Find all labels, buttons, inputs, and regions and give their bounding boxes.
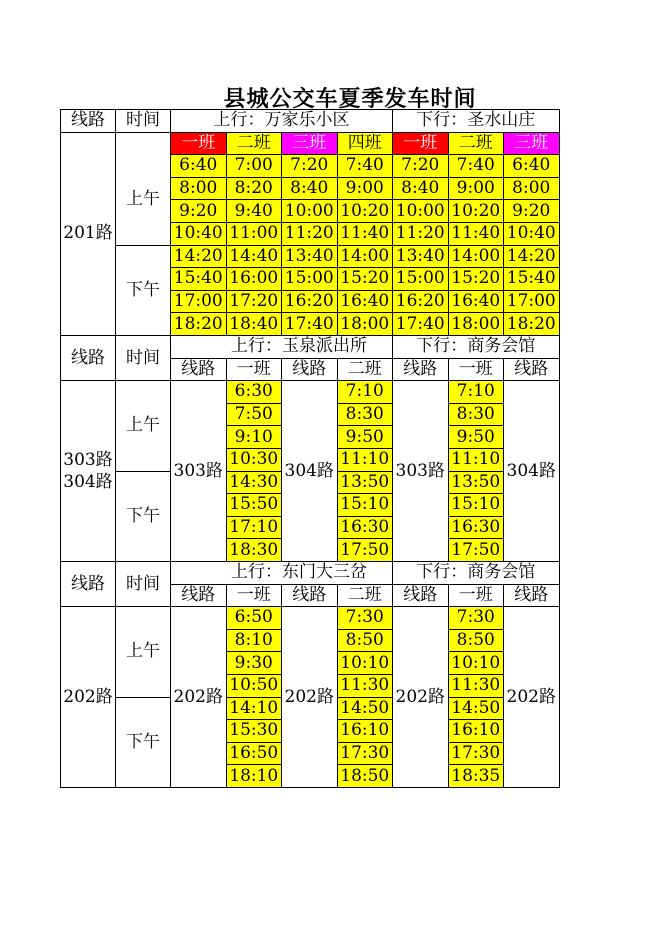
time-cell: 18:40 (226, 313, 282, 336)
am-label: 上午 (116, 381, 171, 471)
time-cell: 10:30 (226, 448, 282, 471)
time-cell: 18:50 (337, 765, 393, 788)
shift-header: 三班 (504, 132, 560, 155)
shift-header: 二班 (448, 132, 504, 155)
down-direction-label: 下行：商务会馆 (393, 562, 560, 585)
period-label-am (116, 132, 171, 155)
time-cell: 9:20 (504, 200, 560, 223)
time-cell: 6:40 (504, 155, 560, 178)
sub-header: 线路 (282, 358, 338, 381)
sub-header: 一班 (226, 584, 282, 607)
up-direction-label: 上行：东门大三岔 (171, 562, 393, 585)
route-name: 201路 (61, 132, 116, 335)
time-cell: 10:10 (448, 652, 504, 675)
time-cell: 13:40 (393, 245, 449, 268)
shift-header: 二班 (226, 132, 282, 155)
time-cell: 17:00 (171, 290, 227, 313)
time-cell: 15:00 (282, 268, 338, 291)
time-cell: 15:10 (448, 494, 504, 517)
route-cell: 304路 (504, 381, 560, 562)
time-cell: 17:40 (393, 313, 449, 336)
time-cell: 14:20 (504, 245, 560, 268)
time-cell: 8:30 (448, 403, 504, 426)
route-name-line1: 303路 (63, 450, 113, 471)
time-cell: 9:10 (226, 426, 282, 449)
time-cell: 8:00 (171, 177, 227, 200)
time-cell: 10:50 (226, 674, 282, 697)
time-column-header: 时间 (116, 562, 171, 607)
time-cell: 8:10 (226, 629, 282, 652)
time-cell: 9:00 (448, 177, 504, 200)
time-cell: 16:30 (448, 516, 504, 539)
page-title: 县城公交车夏季发车时间 (223, 86, 477, 112)
time-cell: 7:00 (226, 155, 282, 178)
up-direction-label: 上行：玉泉派出所 (171, 336, 393, 359)
shift-header: 一班 (171, 132, 227, 155)
time-cell: 15:10 (337, 494, 393, 517)
time-cell: 14:20 (171, 245, 227, 268)
pm-label: 下午 (116, 471, 171, 561)
route-cell: 202路 (171, 607, 227, 788)
route-name: 202路 (61, 607, 116, 788)
time-cell: 10:20 (337, 200, 393, 223)
time-cell: 6:50 (226, 607, 282, 630)
time-cell: 11:40 (337, 222, 393, 245)
sub-header: 线路 (171, 584, 227, 607)
time-cell: 15:40 (504, 268, 560, 291)
sub-header: 线路 (504, 358, 560, 381)
time-cell: 16:20 (393, 290, 449, 313)
route-column-header: 线路 (61, 336, 116, 381)
time-cell: 16:10 (337, 720, 393, 743)
sub-header: 一班 (448, 584, 504, 607)
time-cell: 7:10 (448, 381, 504, 404)
time-cell: 14:50 (337, 697, 393, 720)
sub-header: 线路 (393, 584, 449, 607)
time-cell: 10:10 (337, 652, 393, 675)
time-cell: 18:00 (448, 313, 504, 336)
am-label: 上午 (116, 155, 171, 245)
sub-header: 一班 (448, 358, 504, 381)
route-cell: 304路 (282, 381, 338, 562)
sub-header: 一班 (226, 358, 282, 381)
time-cell: 11:30 (448, 674, 504, 697)
time-cell: 11:20 (393, 222, 449, 245)
sub-header: 二班 (337, 584, 393, 607)
time-cell: 7:30 (337, 607, 393, 630)
time-cell: 10:20 (448, 200, 504, 223)
pm-label: 下午 (116, 245, 171, 335)
time-cell: 16:20 (282, 290, 338, 313)
shift-header: 三班 (282, 132, 338, 155)
time-cell: 7:40 (337, 155, 393, 178)
time-cell: 11:20 (282, 222, 338, 245)
time-cell: 15:20 (337, 268, 393, 291)
time-cell: 14:10 (226, 697, 282, 720)
time-cell: 9:00 (337, 177, 393, 200)
time-cell: 11:30 (337, 674, 393, 697)
time-cell: 13:40 (282, 245, 338, 268)
time-cell: 7:20 (393, 155, 449, 178)
time-cell: 16:50 (226, 742, 282, 765)
time-cell: 6:30 (226, 381, 282, 404)
route-303-304-table (60, 335, 560, 562)
sub-header: 线路 (282, 584, 338, 607)
time-cell: 16:00 (226, 268, 282, 291)
time-cell: 17:30 (337, 742, 393, 765)
time-cell: 18:35 (448, 765, 504, 788)
route-column-header: 线路 (61, 110, 116, 133)
time-cell: 8:50 (448, 629, 504, 652)
time-cell: 15:30 (226, 720, 282, 743)
time-cell: 14:00 (448, 245, 504, 268)
route-cell: 303路 (171, 381, 227, 562)
time-cell: 18:20 (504, 313, 560, 336)
time-cell: 10:40 (504, 222, 560, 245)
time-cell: 15:20 (448, 268, 504, 291)
time-cell: 17:20 (226, 290, 282, 313)
time-cell: 17:10 (226, 516, 282, 539)
time-cell: 7:10 (337, 381, 393, 404)
time-cell: 9:40 (226, 200, 282, 223)
time-cell: 16:40 (337, 290, 393, 313)
down-direction-label: 下行：商务会馆 (393, 336, 560, 359)
time-cell: 18:30 (226, 539, 282, 562)
time-cell: 9:30 (226, 652, 282, 675)
shift-header: 一班 (393, 132, 449, 155)
time-cell: 16:10 (448, 720, 504, 743)
time-cell: 7:50 (226, 403, 282, 426)
time-cell: 8:40 (393, 177, 449, 200)
route-cell: 202路 (282, 607, 338, 788)
time-column-header: 时间 (116, 336, 171, 381)
route-name-line2: 304路 (63, 472, 113, 493)
shift-header: 四班 (337, 132, 393, 155)
time-cell: 13:50 (337, 471, 393, 494)
time-cell: 17:50 (448, 539, 504, 562)
time-cell: 6:40 (171, 155, 227, 178)
time-column-header: 时间 (116, 110, 171, 133)
route-202-table (60, 561, 560, 788)
time-cell: 15:40 (171, 268, 227, 291)
time-cell: 7:40 (448, 155, 504, 178)
time-cell: 16:30 (337, 516, 393, 539)
time-cell: 18:10 (226, 765, 282, 788)
time-cell: 17:30 (448, 742, 504, 765)
am-label: 上午 (116, 607, 171, 697)
time-cell: 13:50 (448, 471, 504, 494)
time-cell: 8:20 (226, 177, 282, 200)
time-cell: 18:20 (171, 313, 227, 336)
time-cell: 11:00 (226, 222, 282, 245)
time-cell: 14:00 (337, 245, 393, 268)
route-cell: 202路 (504, 607, 560, 788)
time-cell: 9:50 (337, 426, 393, 449)
sub-header: 线路 (171, 358, 227, 381)
time-cell: 10:40 (171, 222, 227, 245)
up-direction-label: 上行：万家乐小区 (171, 110, 393, 133)
time-cell: 15:50 (226, 494, 282, 517)
time-cell: 8:50 (337, 629, 393, 652)
time-cell: 7:30 (448, 607, 504, 630)
time-cell: 17:00 (504, 290, 560, 313)
down-direction-label: 下行：圣水山庄 (393, 110, 560, 133)
time-cell: 7:20 (282, 155, 338, 178)
route-column-header: 线路 (61, 562, 116, 607)
route-name (61, 381, 116, 562)
time-cell: 9:20 (171, 200, 227, 223)
time-cell: 17:40 (282, 313, 338, 336)
time-cell: 8:40 (282, 177, 338, 200)
time-cell: 11:10 (448, 448, 504, 471)
route-cell: 303路 (393, 381, 449, 562)
pm-label: 下午 (116, 697, 171, 787)
time-cell: 11:10 (337, 448, 393, 471)
route-201-table (60, 109, 560, 336)
time-cell: 10:00 (282, 200, 338, 223)
time-cell: 14:30 (226, 471, 282, 494)
time-cell: 14:50 (448, 697, 504, 720)
time-cell: 15:00 (393, 268, 449, 291)
time-cell: 11:40 (448, 222, 504, 245)
time-cell: 14:40 (226, 245, 282, 268)
time-cell: 16:40 (448, 290, 504, 313)
time-cell: 8:30 (337, 403, 393, 426)
sub-header: 线路 (504, 584, 560, 607)
time-cell: 17:50 (337, 539, 393, 562)
sub-header: 二班 (337, 358, 393, 381)
route-cell: 202路 (393, 607, 449, 788)
time-cell: 8:00 (504, 177, 560, 200)
time-cell: 10:00 (393, 200, 449, 223)
time-cell: 18:00 (337, 313, 393, 336)
time-cell: 9:50 (448, 426, 504, 449)
sub-header: 线路 (393, 358, 449, 381)
